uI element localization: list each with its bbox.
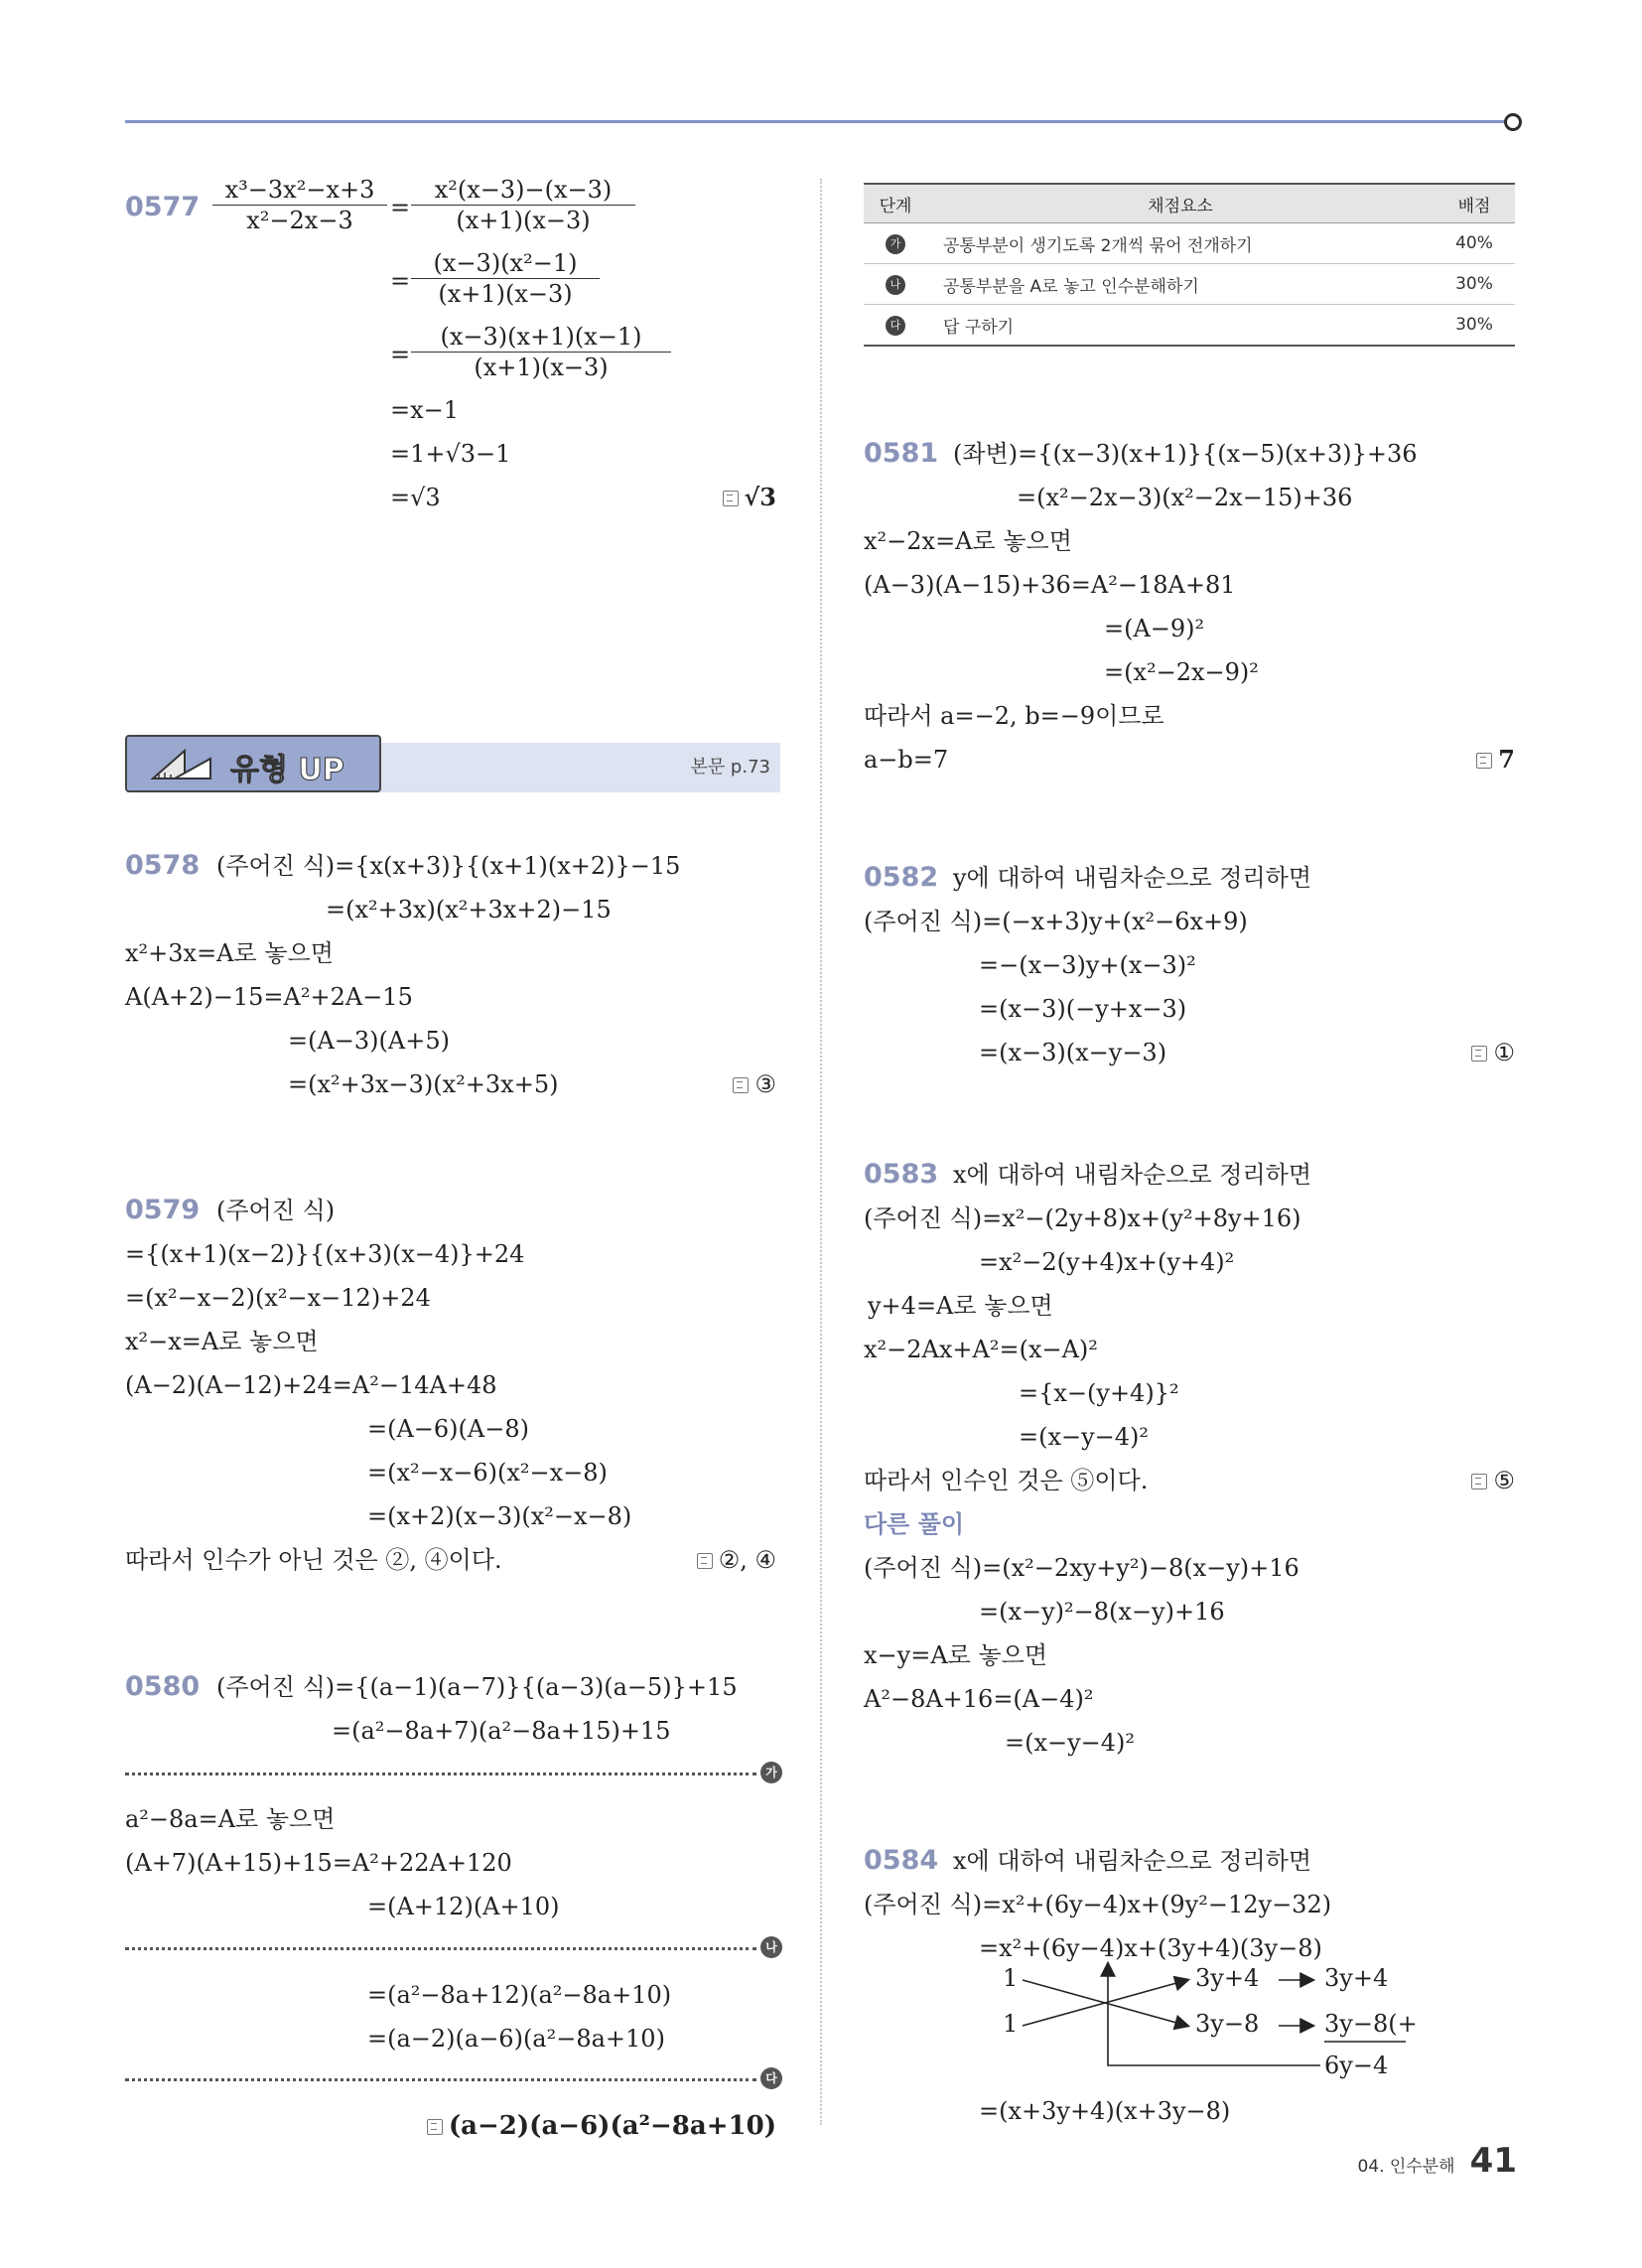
cross-sum: 6y−4 (1324, 2052, 1389, 2079)
solution-line: =−(x−3)y+(x−3)² (979, 951, 1196, 979)
table-cell: 공통부분을 A로 놓고 인수분해하기 (927, 264, 1434, 305)
solution-line: 따라서 a=−2, b=−9이므로 (864, 702, 1164, 730)
step-mark-na: 나 (760, 1936, 782, 1958)
table-cell: 30% (1434, 264, 1515, 305)
fraction-denominator: (x+1)(x−3) (438, 280, 573, 308)
solution-line: =(x+3y+4)(x+3y−8) (979, 2097, 1231, 2125)
chapter-label: 04. 인수분해 (1357, 2157, 1455, 2177)
banner-page-ref: 본문 p.73 (690, 757, 770, 778)
solution-line: (좌변)={(x−3)(x+1)}{(x−5)(x+3)}+36 (953, 440, 1418, 468)
answer-icon (427, 2119, 443, 2135)
top-rule (125, 120, 1515, 123)
problem-number-0580: 0580 (125, 1671, 201, 1702)
answer-icon (1476, 753, 1492, 769)
solution-line: x²−x=A로 놓으면 (125, 1328, 319, 1355)
step-circle: 나 (886, 275, 905, 295)
solution-line: =x−1 (390, 396, 460, 424)
column-header: 단계 (864, 184, 927, 223)
solution-line: =(x²+3x−3)(x²+3x+5) (288, 1070, 559, 1098)
column-header: 채점요소 (927, 184, 1434, 223)
solution-line: (A−2)(A−12)+24=A²−14A+48 (125, 1371, 497, 1399)
fraction-denominator: (x+1)(x−3) (456, 207, 591, 234)
table-row (864, 223, 1515, 264)
solution-line: (주어진 식)={x(x+3)}{(x+1)(x+2)}−15 (216, 852, 681, 880)
solution-line: =(x−3)(x−y−3) (979, 1039, 1167, 1066)
alt-solution-label: 다른 풀이 (864, 1510, 965, 1538)
solution-line: (A+7)(A+15)+15=A²+22A+120 (125, 1849, 512, 1877)
solution-line: =(x+2)(x−3)(x²−x−8) (367, 1502, 632, 1530)
cross-left-bottom: 1 (1003, 2010, 1019, 2038)
top-rule-endpoint (1504, 113, 1522, 131)
solution-line: =(A−9)² (1104, 615, 1205, 642)
fraction-step-1 (411, 175, 635, 235)
solution-line: =(x−y)²−8(x−y)+16 (979, 1598, 1225, 1626)
equals-sign: = (390, 194, 411, 221)
solution-line: =(a²−8a+12)(a²−8a+10) (367, 1981, 672, 2009)
answer-icon (733, 1077, 749, 1093)
fraction-step-3 (411, 322, 671, 382)
answer-0579: ②, ④ (697, 1545, 776, 1575)
solution-line: y+4=A로 놓으면 (868, 1292, 1053, 1320)
table-cell: 40% (1434, 223, 1515, 264)
solution-line: =(x−y−4)² (1005, 1729, 1136, 1757)
page-number: 41 (1469, 2141, 1517, 2181)
problem-number-0581: 0581 (864, 438, 939, 469)
fraction-numerator: x³−3x²−x+3 (212, 175, 387, 206)
cross-right-bottom: 3y−8(+ (1324, 2010, 1418, 2038)
fraction-denominator: (x+1)(x−3) (474, 354, 609, 381)
answer-0578: ③ (733, 1069, 776, 1099)
solution-line: a−b=7 (864, 746, 949, 774)
solution-line: A(A+2)−15=A²+2A−15 (125, 983, 413, 1011)
column-divider (820, 179, 822, 2125)
solution-line: A²−8A+16=(A−4)² (864, 1685, 1094, 1713)
table-cell: 30% (1434, 305, 1515, 347)
scoring-table (864, 183, 1515, 347)
fraction-step-2 (411, 248, 600, 309)
answer-icon (723, 491, 739, 506)
solution-line: =(x²−x−6)(x²−x−8) (367, 1459, 608, 1487)
solution-line: x에 대하여 내림차순으로 정리하면 (953, 1161, 1311, 1189)
table-cell: 공통부분이 생기도록 2개씩 묶어 전개하기 (927, 223, 1434, 264)
solution-line: (주어진 식)=x²−(2y+8)x+(y²+8y+16) (864, 1205, 1301, 1232)
banner-box (125, 735, 381, 792)
solution-line: =1+√3−1 (390, 440, 511, 468)
solution-line: x에 대하여 내림차순으로 정리하면 (953, 1847, 1311, 1875)
problem-number-0577: 0577 (125, 192, 201, 222)
cross-mid-top: 3y+4 (1195, 1964, 1260, 1992)
fraction-numerator: x²(x−3)−(x−3) (411, 175, 635, 206)
solution-line: =(x²−2x−9)² (1104, 658, 1259, 686)
solution-line: =(A+12)(A+10) (367, 1893, 560, 1920)
answer-0577: √3 (723, 483, 776, 512)
solution-line: 따라서 인수가 아닌 것은 ②, ④이다. (125, 1546, 502, 1574)
solution-line: 따라서 인수인 것은 ⑤이다. (864, 1467, 1149, 1494)
solution-line: =(a²−8a+7)(a²−8a+15)+15 (332, 1717, 671, 1745)
solution-line: (주어진 식)=x²+(6y−4)x+(9y²−12y−32) (864, 1891, 1332, 1918)
step-divider (125, 1772, 756, 1775)
column-header: 배점 (1434, 184, 1515, 223)
answer-0580: (a−2)(a−6)(a²−8a+10) (427, 2111, 776, 2141)
ruler-triangle-icon (149, 745, 218, 784)
table-row (864, 264, 1515, 305)
cross-left-top: 1 (1003, 1964, 1019, 1992)
step-circle: 가 (886, 234, 905, 254)
solution-line: =(A−6)(A−8) (367, 1415, 529, 1443)
step-divider (125, 2078, 756, 2081)
fraction-numerator: (x−3)(x+1)(x−1) (411, 322, 671, 353)
answer-icon (1471, 1474, 1487, 1489)
solution-line: =x²−2(y+4)x+(y+4)² (979, 1248, 1235, 1276)
solution-line: x²+3x=A로 놓으면 (125, 939, 334, 967)
solution-line: (주어진 식) (216, 1197, 336, 1224)
solution-line: =(x²−x−2)(x²−x−12)+24 (125, 1284, 431, 1312)
problem-number-0584: 0584 (864, 1845, 939, 1876)
answer-0583: ⑤ (1471, 1466, 1515, 1495)
answer-icon (1471, 1046, 1487, 1062)
problem-number-0579: 0579 (125, 1195, 201, 1225)
solution-line: =(x²+3x)(x²+3x+2)−15 (326, 896, 612, 923)
solution-line: a²−8a=A로 놓으면 (125, 1805, 336, 1833)
cross-right-top: 3y+4 (1324, 1964, 1389, 1992)
banner-title: 유형 UP (230, 753, 344, 787)
solution-line: x²−2x=A로 놓으면 (864, 527, 1072, 555)
solution-line: =(x−3)(−y+x−3) (979, 995, 1187, 1023)
solution-line: y에 대하여 내림차순으로 정리하면 (953, 864, 1312, 892)
fraction-lhs (212, 175, 387, 235)
solution-line: =x²+(6y−4)x+(3y+4)(3y−8) (979, 1934, 1322, 1962)
solution-line: (주어진 식)=(x²−2xy+y²)−8(x−y)+16 (864, 1554, 1300, 1582)
fraction-denominator: x²−2x−3 (246, 207, 353, 234)
answer-0581: 7 (1476, 745, 1515, 775)
solution-line: x−y=A로 놓으면 (864, 1641, 1048, 1669)
solution-line: x²−2Ax+A²=(x−A)² (864, 1336, 1098, 1363)
solution-line: (주어진 식)=(−x+3)y+(x²−6x+9) (864, 908, 1248, 935)
solution-line: ={x−(y+4)}² (1019, 1379, 1179, 1407)
problem-number-0583: 0583 (864, 1159, 939, 1190)
solution-line: ={(x+1)(x−2)}{(x+3)(x−4)}+24 (125, 1240, 525, 1268)
solution-line: (A−3)(A−15)+36=A²−18A+81 (864, 571, 1236, 599)
equals-sign: = (390, 341, 411, 368)
table-header-row (864, 184, 1515, 223)
problem-number-0578: 0578 (125, 850, 201, 881)
equals-sign: = (390, 267, 411, 295)
step-mark-ga: 가 (760, 1762, 782, 1783)
page-footer (1357, 2141, 1517, 2181)
solution-line: =√3 (390, 484, 441, 511)
step-mark-da: 다 (760, 2067, 782, 2089)
cross-mid-bottom: 3y−8 (1195, 2010, 1260, 2038)
solution-line: =(x−y−4)² (1019, 1423, 1150, 1451)
solution-line: =(x²−2x−3)(x²−2x−15)+36 (1017, 484, 1353, 511)
table-row (864, 305, 1515, 347)
answer-icon (697, 1553, 713, 1569)
fraction-numerator: (x−3)(x²−1) (411, 248, 600, 279)
section-banner (125, 735, 780, 790)
step-divider (125, 1947, 756, 1950)
table-cell: 답 구하기 (927, 305, 1434, 347)
solution-line: (주어진 식)={(a−1)(a−7)}{(a−3)(a−5)}+15 (216, 1673, 738, 1701)
solution-line: =(a−2)(a−6)(a²−8a+10) (367, 2025, 665, 2053)
step-circle: 다 (886, 316, 905, 336)
answer-0582: ① (1471, 1038, 1515, 1067)
solution-line: =(A−3)(A+5) (288, 1027, 450, 1055)
problem-number-0582: 0582 (864, 862, 939, 893)
